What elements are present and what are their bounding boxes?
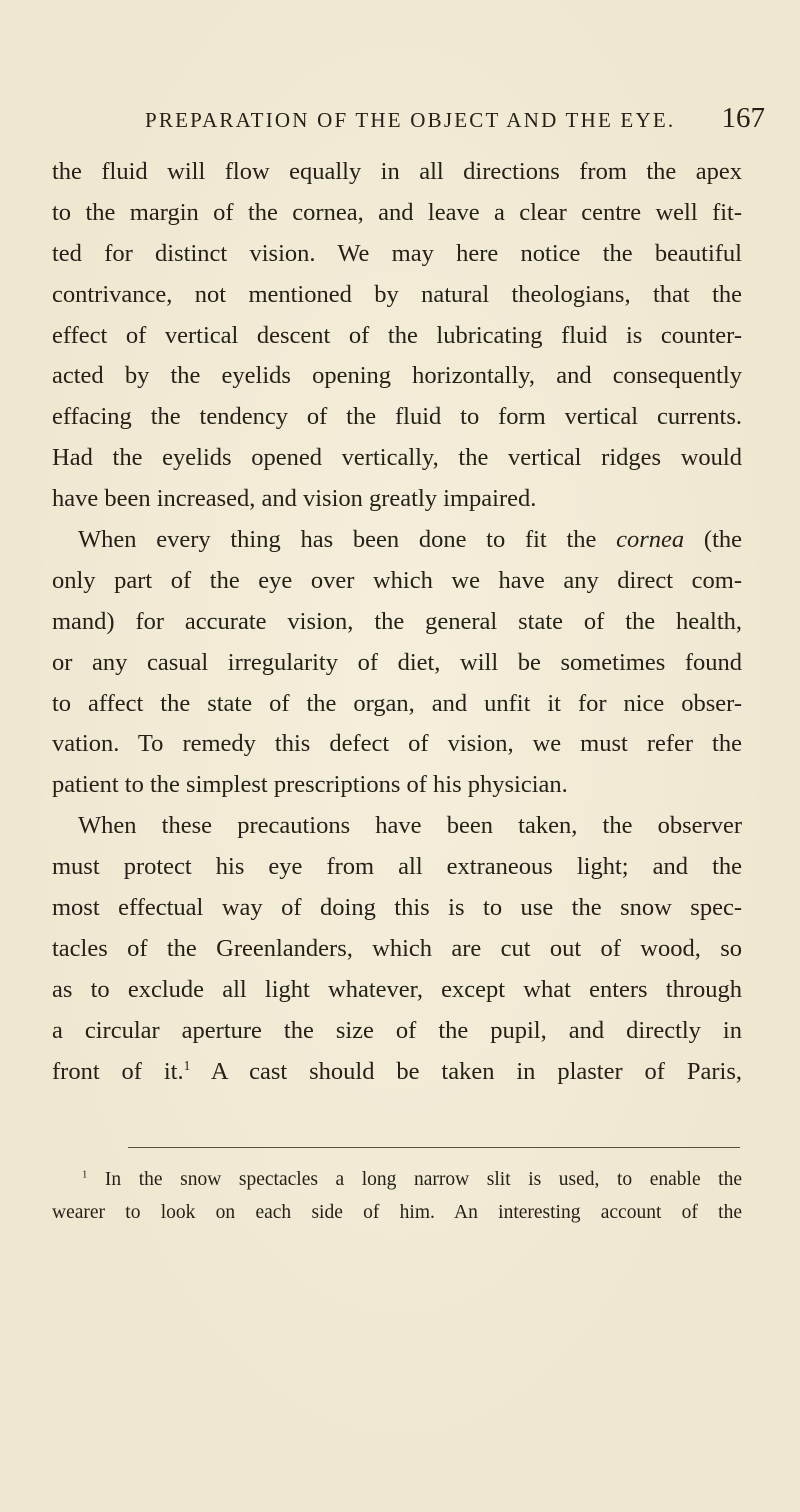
text-line: effacing the tendency of the fluid to form vertical currents. bbox=[52, 403, 742, 431]
text-line: contrivance, not mentioned by natural theologians, that the bbox=[52, 280, 742, 308]
text-line: tacles of the Greenlanders, which are cut out of wood, so bbox=[52, 934, 742, 962]
text-line: to the margin of the cornea, and leave a clear centre well fit- bbox=[52, 198, 742, 226]
text-line: vation. To remedy this defect of vision, we must refer the bbox=[52, 730, 742, 758]
text-fragment: A cast should be taken in plaster of Paris, bbox=[190, 1057, 742, 1085]
text-line: a circular aperture the size of the pupil, and directly in bbox=[52, 1016, 742, 1044]
page-header bbox=[145, 102, 765, 144]
footnote-divider bbox=[128, 1147, 740, 1148]
text-line: the fluid will flow equally in all directions from the apex bbox=[52, 158, 742, 185]
text-line: When these precautions have been taken, the observer bbox=[78, 812, 742, 840]
text-line bbox=[52, 1052, 742, 1093]
text-line: mand) for accurate vision, the general state of the health, bbox=[52, 607, 742, 635]
text-line: must protect his eye from all extraneous light; and the bbox=[52, 853, 742, 881]
text-line: ted for distinct vision. We may here notice the beautiful bbox=[52, 239, 742, 267]
italic-term: cornea bbox=[616, 526, 685, 554]
text-line bbox=[52, 520, 742, 561]
text-line: Had the eyelids opened vertically, the vertical ridges would bbox=[52, 444, 742, 472]
text-line: acted by the eyelids opening horizontally, and consequently bbox=[52, 362, 742, 390]
footnote-line: wearer to look on each side of him. An interesting account of the bbox=[52, 1202, 742, 1223]
running-head: PREPARATION OF THE OBJECT AND THE EYE. bbox=[145, 108, 676, 132]
text-line: only part of the eye over which we have any direct com- bbox=[52, 566, 742, 594]
page-number: 167 bbox=[721, 102, 765, 134]
footnote-reference: 1 bbox=[183, 1057, 191, 1073]
main-text bbox=[52, 152, 742, 1092]
text-line: have been increased, and vision greatly impaired. bbox=[52, 485, 537, 513]
text-fragment: (the bbox=[684, 526, 743, 554]
text-line: effect of vertical descent of the lubricating fluid is counter- bbox=[52, 321, 742, 349]
footnote bbox=[52, 1163, 742, 1229]
text-fragment: When every thing has been done to fit the bbox=[78, 526, 617, 554]
footnote-line bbox=[52, 1163, 742, 1196]
text-fragment: front of it. bbox=[52, 1057, 184, 1085]
text-fragment: In the snow spectacles a long narrow slit is used, to enable the bbox=[87, 1169, 742, 1190]
text-line: as to exclude all light whatever, except what enters through bbox=[52, 975, 742, 1003]
text-line: or any casual irregularity of diet, will be sometimes found bbox=[52, 648, 742, 676]
text-line: most effectual way of doing this is to use the snow spec- bbox=[52, 894, 742, 922]
text-line: to affect the state of the organ, and unfit it for nice obser- bbox=[52, 689, 742, 717]
footnote-marker: 1 bbox=[82, 1168, 88, 1181]
text-line: patient to the simplest prescriptions of his physician. bbox=[52, 771, 568, 799]
